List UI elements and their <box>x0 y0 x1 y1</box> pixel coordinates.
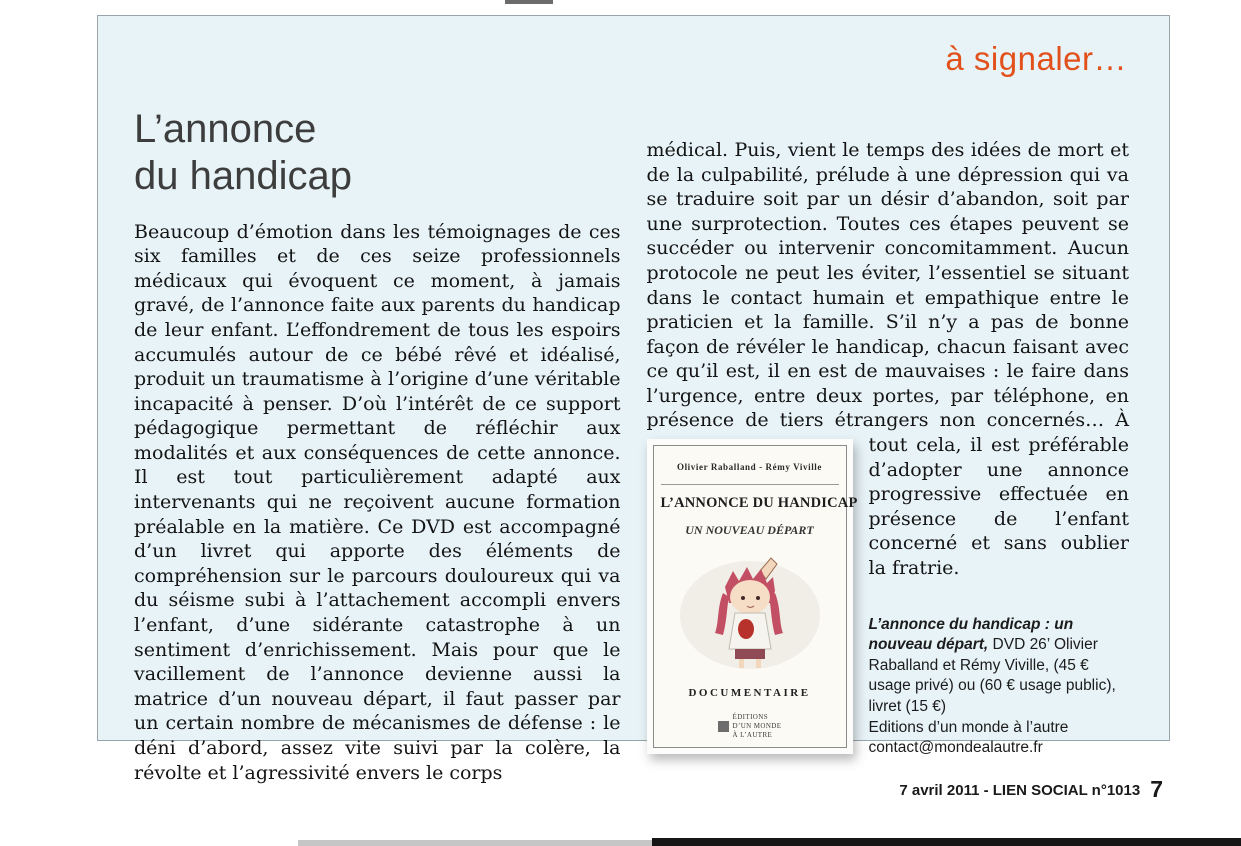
dvd-cover-illustration <box>675 550 825 676</box>
caption-credits: DVD 26’ Olivier Raballand et Rémy Viville, (45 € usage privé) ou (60 € usage public), livret (15 €) <box>868 636 1116 716</box>
dvd-cover-publisher <box>661 713 839 739</box>
scan-artifact-bottom-gray <box>298 840 654 846</box>
footer-issue: 7 avril 2011 - LIEN SOCIAL n°1013 <box>899 782 1141 799</box>
article-columns <box>134 98 1129 785</box>
publisher-logo-icon <box>718 721 729 732</box>
dvd-cover <box>653 445 858 748</box>
page-number: 7 <box>1150 776 1163 802</box>
article-title-line1: L’annonce <box>134 106 317 151</box>
article-title-line2: du handicap <box>134 153 352 198</box>
left-column <box>134 98 621 785</box>
article-body-right-wrap: cela, il est préférable d’adopter une annonce progressive effectuée en présence de l’enfant concerné et sans oublier la fratrie. <box>868 434 1130 580</box>
dvd-cover-photo <box>647 439 858 754</box>
dvd-cover-category: DOCUMENTAIRE <box>688 686 811 699</box>
publisher-text: ÉDITIONS D’UN MONDE À L’AUTRE <box>732 713 782 739</box>
page-footer <box>899 776 1163 803</box>
right-column <box>647 138 1130 785</box>
dvd-cover-title: L’ANNONCE DU HANDICAP <box>660 494 858 511</box>
section-label: à signaler… <box>945 40 1127 77</box>
caption-title: L’annonce du handicap : un nouveau départ, <box>868 615 1074 654</box>
scan-artifact-bottom-dark <box>652 838 1241 846</box>
scan-artifact-top <box>505 0 553 4</box>
article-body-left: Beaucoup d’émotion dans les témoignages de ces six familles et de ces seize professionnels médicaux qui évoquent ce moment, à jamais gravé, de l’annonce faite aux parents du handicap de leur enfant. L’effondrement de tous les espoirs accumulés autour de ce bébé rêvé et idéalisé, produit un traumatisme à l’origine d’une véritable incapacité à penser. D’où l’intérêt de ce support pédagogique permettant de réfléchir aux modalités et aux conséquences de cette annonce. Il est tout particulièrement adapté aux intervenants qui ne reçoivent aucune formation préalable en la matière. Ce DVD est accompagné d’un livret qui apporte des éléments de compréhension sur le parcours douloureux qui va du séisme subi à l’attachement accompli envers l’enfant, d’une sidérante catastrophe à un sentiment d’enrichissement. Mais pour que le vacillement de l’annonce devienne aussi la matrice d’un nouveau départ, il faut passer par un certain nombre de mécanismes de défense : le déni d’abord, assez vite suivi par la colère, la révolte et l’agressivité envers le corps <box>134 220 621 784</box>
article-title <box>134 106 621 200</box>
dvd-cover-authors: Olivier Raballand - Rémy Viville <box>661 455 839 485</box>
dvd-cover-subtitle: UN NOUVEAU DÉPART <box>685 523 814 538</box>
caption-email: contact@mondealautre.fr <box>868 739 1043 757</box>
caption-publisher: Editions d’un monde à l’autre <box>868 718 1069 736</box>
article-panel <box>97 15 1170 784</box>
article-body-right-top: médical. Puis, vient le temps des idées de mort et de la culpabilité, prélude à une dépression qui va se traduire soit par un désir d’abandon, soit par une surprotection. Toutes ces étapes peuvent se succéder ou intervenir concomitamment. Aucun protocole ne peut les éviter, l’essentiel se situant dans le contact humain et empathique entre le praticien et la famille. S’il n’y a pas de bonne façon de révéler le handicap, chacun faisant avec ce qu’il est, il en est de mauvaises : le faire dans l’urgence, entre deux portes, par téléphone, en présence de tiers étrangers non concernés… À tout <box>646 138 1129 457</box>
